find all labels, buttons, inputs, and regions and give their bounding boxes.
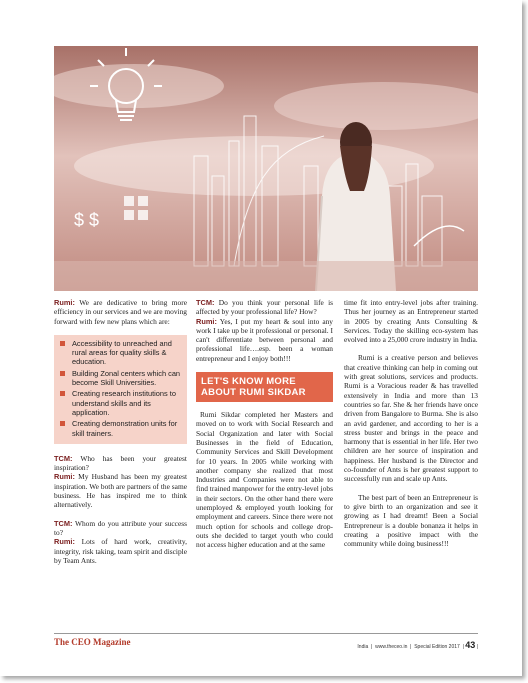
speaker-label: Rumi: <box>54 298 75 307</box>
hero-illustration <box>54 46 478 291</box>
creative-paragraph: Rumi is a creative person and believes that creative thinking can help in coming out with great solutions, services and products. Rumi is a Voracious reader & has travelled extensively in India and more than 13 countries so far. She & her friends have once driven from Bangalore to Burma. She is also an avid gardener, and according to her is a stress buster and brings in the peace and harmony that is essential in her life. Her two children are her source of inspiration and happiness. Her husband is the Director and co-founder of Ants is her greatest support to successfully run and scale up Ants. <box>344 353 478 484</box>
plans-box <box>54 335 187 444</box>
plan-item: Creating research institutions to understand skills and its application. <box>60 389 183 417</box>
entrepreneur-paragraph: The best part of been an Entrepreneur is to give birth to an organization and see it growing as I had dreamt! Been a Social Entrepreneur is a double bonanza it helps in creating a positive impact with the community while doing business!!! <box>344 492 478 549</box>
square-bullet-icon <box>60 391 65 396</box>
bio-paragraph: Rumi Sikdar completed her Masters and moved on to work with Social Research and Social Organization and later with Social Businesses in the field of Education, Community Services and Skill Development for 10 years. In 2005 while working with another company she realized that most Industries and Companies were not able to find trained manpower for the entry-level jobs in their sectors. On the other hand there were unemployed & employed youth looking for employment and careers. Since there were not much option for schools and college drop-outs she decided to target youth who could not access higher education and at the same <box>196 410 333 550</box>
rumi-answer-plans <box>54 298 187 326</box>
page-footer <box>54 636 478 650</box>
square-bullet-icon <box>60 421 65 426</box>
square-bullet-icon <box>60 341 65 346</box>
column-1 <box>54 298 187 574</box>
plan-item: Creating demonstration units for skill trainers. <box>60 419 183 438</box>
answer-personal-life: Rumi: Yes, I put my heart & soul into any work I take up be it professional or personal. I can't differentiate between personal and professional life….esp. been a woman entrepreneur and I enjoy both!!! <box>196 316 333 363</box>
question-personal-life: TCM: Do you think your personal life is affected by your professional life? How? <box>196 298 333 317</box>
magazine-logo: The CEO Magazine <box>54 637 131 647</box>
dollar-doodle: $ $ <box>74 210 100 230</box>
hero-image <box>54 46 478 291</box>
plan-item: Accessibility to unreached and rural areas for quality skills & education. <box>60 339 183 367</box>
question-success: TCM: Whom do you attribute your success to? <box>54 518 187 537</box>
column-2 <box>196 298 333 559</box>
section-heading: LET'S KNOW MORE ABOUT RUMI SIKDAR <box>196 372 333 402</box>
answer-inspiration: Rumi: My Husband has been my greatest inspiration. We both are partners of the same business. He has inspired me to think alternatively. <box>54 472 187 510</box>
bio-continued: time fit into entry-level jobs after training. Thus her journey as an Entrepreneur started in 2005 by creating Ants Consulting & Services. Today the skilling eco-system has evolved into a 25,000 crore industry in India. <box>344 298 478 345</box>
plan-item: Building Zonal centers which can become Skill Universities. <box>60 369 183 388</box>
page-number: 43 <box>465 640 476 650</box>
square-bullet-icon <box>60 371 65 376</box>
answer-text: We are dedicative to bring more efficiency in our services and we are moving forward with few new plans which are: <box>54 298 187 326</box>
question-inspiration: TCM: Who has been your greatest inspiration? <box>54 453 187 473</box>
footer-info: India | www.theceo.in | Special Edition 2017 | 43 | <box>357 640 478 650</box>
footer-rule <box>54 633 478 634</box>
column-3 <box>344 298 478 557</box>
answer-success: Rumi: Lots of hard work, creativity, integrity, risk taking, team spirit and disciple by Team Ants. <box>54 537 187 565</box>
